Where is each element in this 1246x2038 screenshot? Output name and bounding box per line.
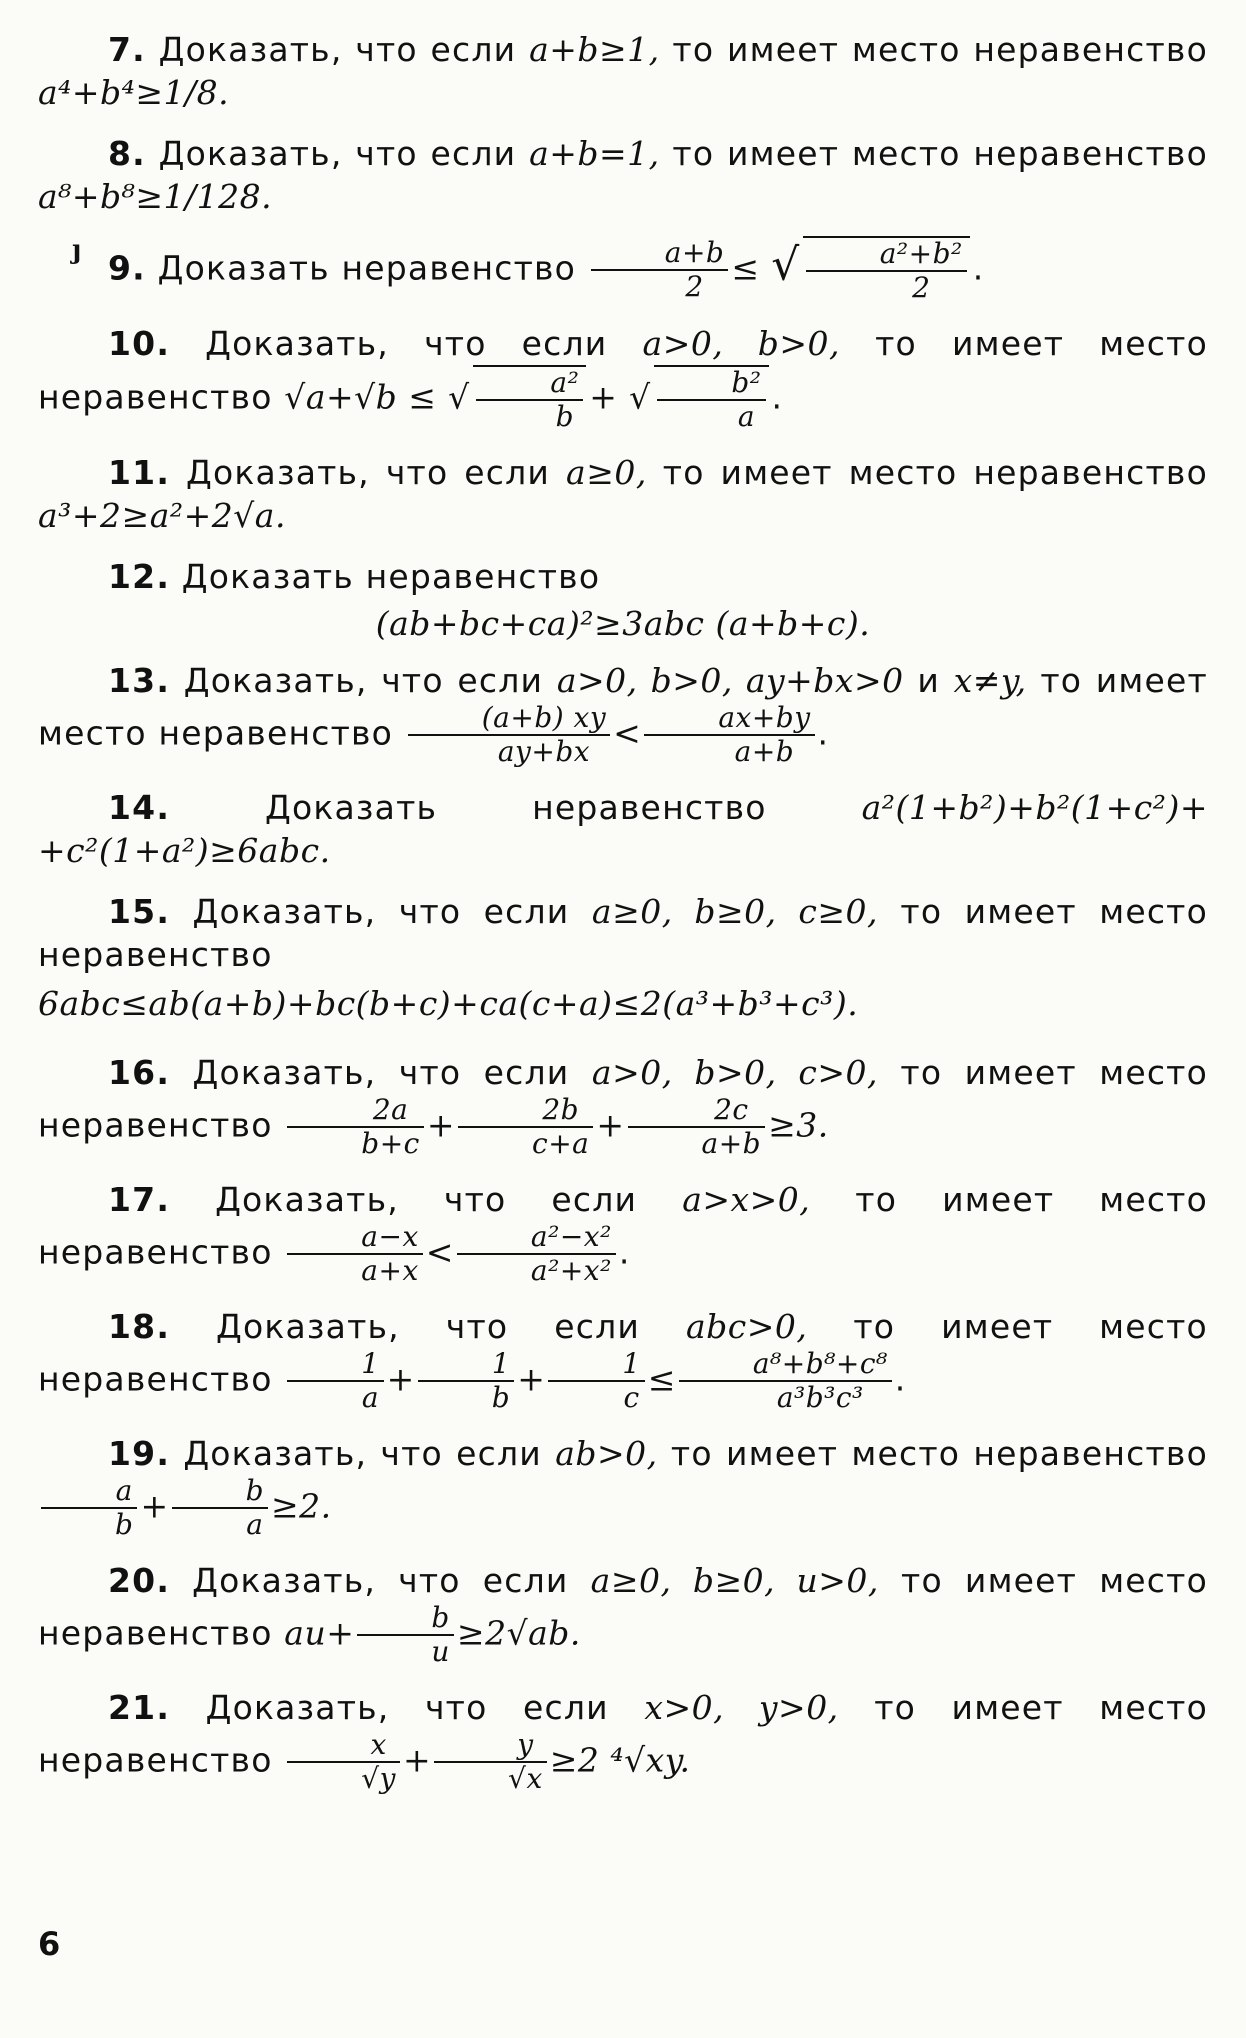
problem-21: 21. Доказать, что если x>0, y>0, то имеет место неравенство $\frac{x}{√y}$ + $\frac{y}{√x}$ ≥2 ⁴√xy. [38,1688,1208,1795]
problem-19: 19. Доказать, что если ab>0, то имеет место неравенство $\frac{a}{b}$ + $\frac{b}{a}$ ≥2. [38,1432,1208,1541]
problem-12-formula: (ab+bc+ca)²≥3abc (a+b+c). [375,604,871,643]
problem-10: 10. Доказать, что если a>0, b>0, то имеет место неравенство √a+√b ≤ √ $\frac{\text{a²}}{b}$ + √ $\frac{\text{b²}}{a}$ . [38,324,1208,433]
fraction: $\frac{1}{b}$ [418,1348,514,1414]
fraction: $\frac{a}{b}$ [41,1475,137,1541]
fraction: $\frac{2a}{b+c}$ [287,1094,424,1160]
fraction: $\frac{\text{b²}}{a}$ [654,365,768,433]
fraction: $\frac{1}{c}$ [548,1348,644,1414]
problem-7: 7. Доказать, что если a+b≥1, то имеет место неравенство a⁴+b⁴≥1/8. [38,30,1208,112]
problem-8: 8. Доказать, что если a+b=1, то имеет место неравенство a⁸+b⁸≥1/128. [38,134,1208,216]
page-number: 6 [38,1925,61,1963]
problem-14: 14. Доказать неравенство a²(1+b²)+b²(1+c²)+ +c²(1+a²)≥6abc. [38,788,1208,870]
fraction: $\frac{1}{a}$ [287,1348,383,1414]
fraction: $\frac{2b}{c+a}$ [458,1094,593,1160]
problem-13: 13. Доказать, что если a>0, b>0, ay+bx>0 и x≠y, то имеет место неравенство $\frac{(a+b) xy}{ay+bx}$ < $\frac{ax+by}{a+b}$ . [38,661,1208,768]
fraction: $\frac{2c}{a+b}$ [628,1094,766,1160]
problem-15: 15. Доказать, что если a≥0, b≥0, c≥0, то имеет место неравенство [38,892,1208,974]
fraction: $\frac{\text{a²}}{b}$ [473,365,586,433]
fraction: $\frac{b}{a}$ [172,1475,268,1541]
margin-mark: ȷ [72,235,82,265]
problem-list [38,28,1208,1813]
fraction: $\frac{b}{u}$ [357,1602,454,1668]
problem-20: 20. Доказать, что если a≥0, b≥0, u>0, то имеет место неравенство au+ $\frac{b}{u}$ ≥2√ab. [38,1561,1208,1668]
problem-9: 9. Доказать неравенство $\frac{a+b}{2}$ ≤ √ $\frac{\text{a²+b²}}{2}$ . [108,236,985,304]
fraction: $\frac{\text{a²−x²}}{\text{a²+x²}}$ [457,1221,616,1287]
fraction: $\frac{ax+by}{a+b}$ [644,702,814,768]
problem-12: 12. Доказать неравенство [108,557,601,596]
fraction: $\frac{(a+b) xy}{ay+bx}$ [408,702,610,768]
problem-17: 17. Доказать, что если a>x>0, то имеет место неравенство $\frac{a-x}{a+x}$ < $\frac{\text{a²−x²}}{\text{a²+x²}}$ . [38,1180,1208,1287]
fraction: $\frac{y}{√x}$ [434,1729,547,1795]
fraction: $\frac{a+b}{2}$ [591,237,729,303]
problem-16: 16. Доказать, что если a>0, b>0, c>0, то имеет место неравенство $\frac{2a}{b+c}$ + $\frac{2b}{c+a}$ + $\frac{2c}{a+b}$ ≥3. [38,1053,1208,1160]
fraction: $\frac{\text{a²+b²}}{2}$ [803,236,970,304]
fraction: $\frac{x}{√y}$ [287,1729,400,1795]
problem-18: 18. Доказать, что если abc>0, то имеет место неравенство $\frac{1}{a}$ + $\frac{1}{b}$ + $\frac{1}{c}$ ≤ $\frac{\text{a⁸+b⁸+c⁸}}{\text{a³b³c³}}$ . [38,1307,1208,1414]
problem-15-formula: 6abc≤ab(a+b)+bc(b+c)+ca(c+a)≤2(a³+b³+c³). [38,984,859,1023]
fraction: $\frac{a-x}{a+x}$ [287,1221,422,1287]
problem-11: 11. Доказать, что если a≥0, то имеет место неравенство a³+2≥a²+2√a. [38,453,1208,535]
fraction: $\frac{\text{a⁸+b⁸+c⁸}}{\text{a³b³c³}}$ [679,1348,892,1414]
